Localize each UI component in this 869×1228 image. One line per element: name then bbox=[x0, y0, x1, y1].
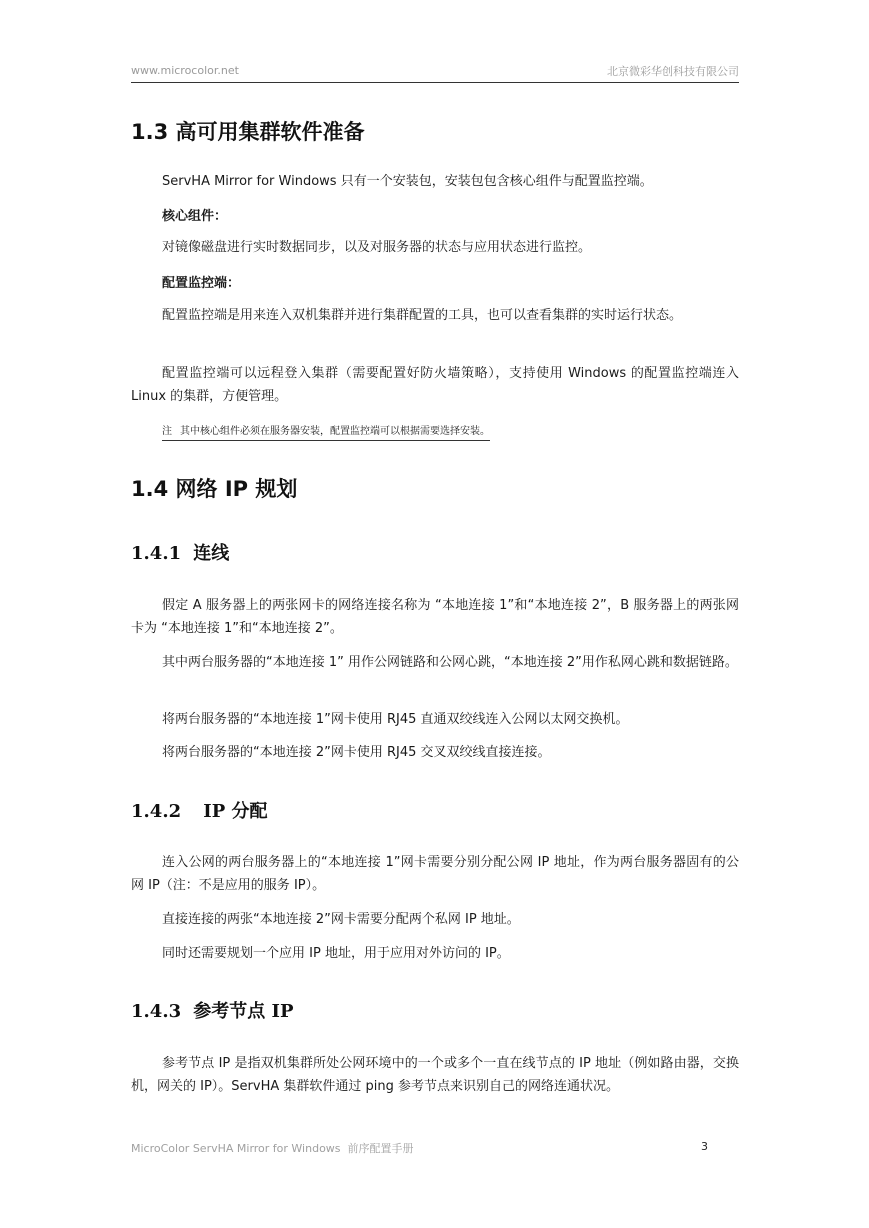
section-1-4-1-number: 1.4.1 bbox=[131, 543, 182, 564]
wiring-para-3: 将两台服务器的“本地连接 1”网卡使用 RJ45 直通双绞线连入公网以太网交换机。 bbox=[162, 712, 629, 727]
ip-para-2: 直接连接的两张“本地连接 2”网卡需要分配两个私网 IP 地址。 bbox=[162, 912, 520, 927]
note-text: 其中核心组件必须在服务器安装，配置监控端可以根据需要选择安装。 bbox=[180, 426, 490, 437]
page-header bbox=[131, 62, 739, 83]
note-mark: 注 bbox=[162, 426, 172, 437]
page-footer bbox=[131, 1140, 708, 1156]
wiring-para-2: 其中两台服务器的“本地连接 1” 用作公网链路和公网心跳，“本地连接 2”用作私网心跳和数据链路。 bbox=[162, 655, 738, 670]
install-note bbox=[162, 422, 490, 441]
console-label: 配置监控端： bbox=[162, 276, 241, 291]
section-1-4-2-title: IP 分配 bbox=[203, 801, 268, 822]
core-component-label: 核心组件： bbox=[162, 209, 228, 224]
ip-para-1: 连入公网的两台服务器上的“本地连接 1”网卡需要分别分配公网 IP 地址，作为两台服务器固有的公网 IP（注：不是应用的服务 IP）。 bbox=[131, 855, 739, 893]
console-remote-desc: 配置监控端可以远程登入集群（需要配置好防火墙策略），支持使用 Windows 的配置监控端连入 Linux 的集群，方便管理。 bbox=[131, 366, 739, 404]
section-1-4-title: 1.4 网络 IP 规划 bbox=[131, 477, 298, 501]
section-1-4-3-heading bbox=[131, 997, 294, 1023]
section-1-3-title: 1.3 高可用集群软件准备 bbox=[131, 120, 365, 144]
core-component-desc: 对镜像磁盘进行实时数据同步，以及对服务器的状态与应用状态进行监控。 bbox=[162, 240, 592, 255]
ip-para-3: 同时还需要规划一个应用 IP 地址，用于应用对外访问的 IP。 bbox=[162, 946, 510, 961]
footer-doc-title: MicroColor ServHA Mirror for Windows 前序配置手册 bbox=[131, 1142, 414, 1155]
console-desc: 配置监控端是用来连入双机集群并进行集群配置的工具，也可以查看集群的实时运行状态。 bbox=[162, 308, 683, 323]
reference-node-para: 参考节点 IP 是指双机集群所处公网环境中的一个或多个一直在线节点的 IP 地址（例如路由器，交换机，网关的 IP）。ServHA 集群软件通过 ping 参考节点来识别自己的网络连通状况。 bbox=[131, 1056, 739, 1094]
section-1-4-1-title: 连线 bbox=[193, 543, 230, 564]
page-number: 3 bbox=[701, 1140, 708, 1153]
section-1-4-3-number: 1.4.3 bbox=[131, 1001, 182, 1022]
section-1-4-1-heading bbox=[131, 539, 229, 565]
section-1-4-3-title: 参考节点 IP bbox=[193, 1001, 294, 1022]
section-1-4-2-number: 1.4.2 bbox=[131, 801, 182, 822]
section-1-3-intro: ServHA Mirror for Windows 只有一个安装包，安装包包含核心组件与配置监控端。 bbox=[162, 174, 653, 189]
wiring-para-4: 将两台服务器的“本地连接 2”网卡使用 RJ45 交叉双绞线直接连接。 bbox=[162, 745, 551, 760]
section-1-4-2-heading bbox=[131, 797, 268, 823]
header-company: 北京微彩华创科技有限公司 bbox=[607, 65, 739, 78]
header-website: www.microcolor.net bbox=[131, 64, 239, 77]
wiring-para-1: 假定 A 服务器上的两张网卡的网络连接名称为 “本地连接 1”和“本地连接 2”，B 服务器上的两张网卡为 “本地连接 1”和“本地连接 2”。 bbox=[131, 598, 739, 636]
